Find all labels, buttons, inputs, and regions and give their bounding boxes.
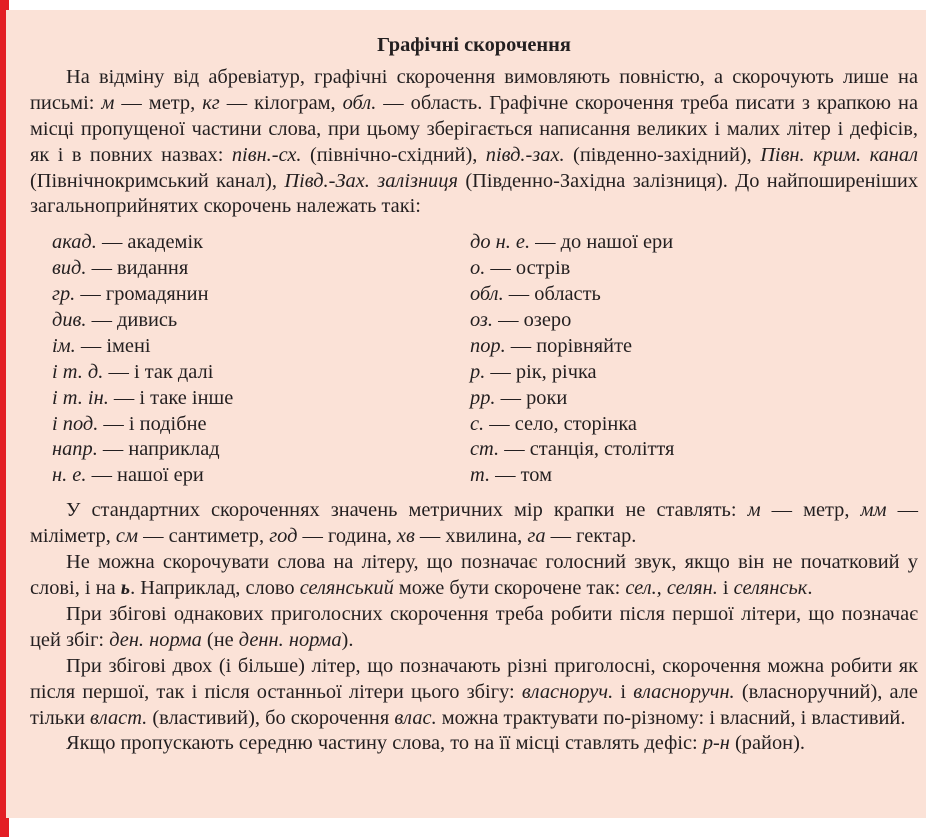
abbreviation: напр.: [52, 438, 98, 461]
intro-text: (Південно-Західна залізниця). До найпоширеніших загальноприйнятих скорочень належать такі:: [30, 169, 919, 218]
intro-example: Півн. крим. канал: [760, 143, 919, 166]
metric-text: — міліметр,: [30, 499, 918, 548]
metric-text: У стандартних скороченнях значень метричних мір крапки не ставлять:: [66, 499, 748, 522]
list-item: [470, 334, 910, 360]
hyphen-text: (район).: [729, 732, 805, 755]
list-item: [470, 437, 910, 463]
single-text: .: [807, 576, 813, 599]
list-item: [52, 282, 470, 308]
cluster-text: і: [613, 680, 634, 703]
metric-example: год: [269, 525, 298, 548]
intro-text: — метр,: [114, 91, 203, 114]
list-item: [470, 308, 910, 334]
intro-text: — область. Графічне скорочення треба писати з крапкою на місці пропущеної частини слова, при цьому зберігається написання великих і малих літер і дефісів, як і в повних назвах:: [30, 91, 918, 166]
list-item: [470, 230, 910, 256]
info-box: [6, 10, 926, 818]
abbreviation: рр.: [470, 386, 496, 409]
cluster-text: (власноручний), але тільки: [30, 680, 918, 729]
list-item: [52, 412, 470, 438]
abbreviation: і т. ін.: [52, 386, 109, 409]
single-letter-paragraph: [30, 550, 918, 602]
hyphen-paragraph: [30, 731, 918, 757]
intro-paragraph: [30, 65, 918, 220]
cluster-example: власноручн.: [633, 680, 735, 703]
abbreviation: і под.: [52, 412, 99, 435]
metric-example: м: [747, 499, 761, 522]
double-example: ден. норма: [109, 628, 202, 651]
metric-text: — сантиметр,: [138, 525, 270, 548]
single-example: селянський: [299, 576, 394, 599]
list-item: [52, 230, 470, 256]
cluster-text: (властивий), бо скорочення: [147, 706, 395, 729]
metric-text: — година,: [297, 525, 397, 548]
intro-example: півн.-сх.: [231, 143, 302, 166]
box-title: Графічні скорочення: [377, 34, 571, 56]
list-item: [52, 360, 470, 386]
hyphen-example: р-н: [702, 732, 730, 755]
intro-text: (південно-західний),: [564, 143, 761, 166]
meaning: — до нашої ери: [530, 231, 674, 254]
abbreviation: гр.: [52, 283, 76, 306]
abbreviation: акад.: [52, 231, 97, 254]
intro-example: півд.-зах.: [485, 143, 565, 166]
metric-example: мм: [860, 499, 887, 522]
abbreviation: обл.: [470, 283, 504, 306]
cluster-text: можна трактувати по-різному: і власний, і властивий.: [436, 706, 906, 729]
abbreviation: вид.: [52, 257, 87, 280]
meaning: — видання: [86, 257, 189, 280]
abbreviation-column-right: [470, 230, 910, 489]
double-text: При збігові однакових приголосних скорочення треба робити після першої літери, що позначає цей збіг:: [30, 602, 918, 651]
intro-example: кг: [202, 91, 220, 114]
intro-example: м: [101, 91, 115, 114]
hyphen-text: Якщо пропускають середню частину слова, то на її місці ставлять дефіс:: [66, 732, 703, 755]
abbreviation: див.: [52, 309, 87, 332]
meaning: — і подібне: [98, 412, 207, 435]
meaning: — озеро: [492, 309, 572, 332]
single-text: Не можна скорочувати слова на літеру, що позначає голосний звук, якщо він не початковий у слові, і на: [30, 551, 918, 599]
metric-text: — гектар.: [545, 525, 637, 548]
list-item: [470, 386, 910, 412]
double-text: (не: [201, 628, 239, 651]
abbreviation-list: [30, 230, 918, 489]
soft-sign: ь: [120, 576, 131, 599]
intro-example: Півд.-Зах. залізниця: [284, 169, 458, 192]
intro-example: обл.: [342, 91, 377, 114]
meaning: — область: [503, 283, 601, 306]
cluster-example: влас.: [394, 706, 437, 729]
abbreviation: ім.: [52, 334, 76, 357]
abbreviation: с.: [470, 412, 485, 435]
abbreviation: р.: [470, 360, 486, 383]
single-text: . Наприклад, слово: [130, 576, 300, 599]
abbreviation: і т. д.: [52, 360, 104, 383]
meaning: — наприклад: [97, 438, 220, 461]
meaning: — імені: [75, 334, 151, 357]
meaning: — роки: [495, 386, 568, 409]
list-item: [52, 256, 470, 282]
abbreviation: оз.: [470, 309, 493, 332]
single-example: селянськ: [733, 576, 808, 599]
intro-text: — кілограм,: [219, 91, 343, 114]
meaning: — острів: [485, 257, 571, 280]
list-item: [52, 463, 470, 489]
cluster-example: власт.: [89, 706, 148, 729]
cluster-example: власноруч.: [521, 680, 614, 703]
cluster-text: При збігові двох (і більше) літер, що позначають різні приголосні, скорочення можна робити як після першої, так і після останньої літери цього збігу:: [30, 654, 918, 703]
abbreviation: н. е.: [52, 464, 87, 487]
metric-paragraph: [30, 498, 918, 550]
meaning: — село, сторінка: [484, 412, 637, 435]
abbreviation: пор.: [470, 334, 506, 357]
abbreviation: ст.: [470, 438, 500, 461]
meaning: — рік, річка: [485, 360, 597, 383]
abbreviation: т.: [470, 464, 491, 487]
abbreviation: до н. е.: [470, 231, 531, 254]
double-example: денн. норма: [238, 628, 342, 651]
list-item: [52, 334, 470, 360]
single-example: сел., селян.: [625, 576, 718, 599]
meaning: — порівняйте: [505, 334, 633, 357]
intro-text: На відміну від абревіатур, графічні скорочення вимовляють повністю, а скорочують лише на письмі:: [30, 65, 918, 114]
meaning: — дивись: [86, 309, 178, 332]
list-item: [470, 412, 910, 438]
metric-example: хв: [396, 525, 415, 548]
abbreviation: о.: [470, 257, 486, 280]
metric-example: см: [115, 525, 138, 548]
list-item: [470, 282, 910, 308]
box-content: [30, 33, 918, 757]
meaning: — нашої ери: [86, 464, 204, 487]
intro-text: (північно-східний),: [301, 143, 486, 166]
cluster-paragraph: [30, 654, 918, 732]
list-item: [470, 463, 910, 489]
single-text: може бути скорочене так:: [393, 576, 626, 599]
double-text: ).: [341, 628, 354, 651]
single-text: і: [717, 576, 734, 599]
meaning: — станція, століття: [499, 438, 675, 461]
list-item: [52, 308, 470, 334]
double-consonant-paragraph: [30, 602, 918, 654]
metric-text: — хвилина,: [414, 525, 528, 548]
meaning: — академік: [96, 231, 204, 254]
list-item: [52, 437, 470, 463]
intro-text: (Північнокримський канал),: [30, 169, 285, 192]
list-item: [470, 256, 910, 282]
meaning: — том: [490, 464, 553, 487]
meaning: — і так далі: [103, 360, 214, 383]
metric-text: — метр,: [760, 499, 861, 522]
metric-example: га: [527, 525, 546, 548]
meaning: — громадянин: [75, 283, 209, 306]
list-item: [470, 360, 910, 386]
list-item: [52, 386, 470, 412]
abbreviation-column-left: [30, 230, 470, 489]
meaning: — і таке інше: [108, 386, 234, 409]
